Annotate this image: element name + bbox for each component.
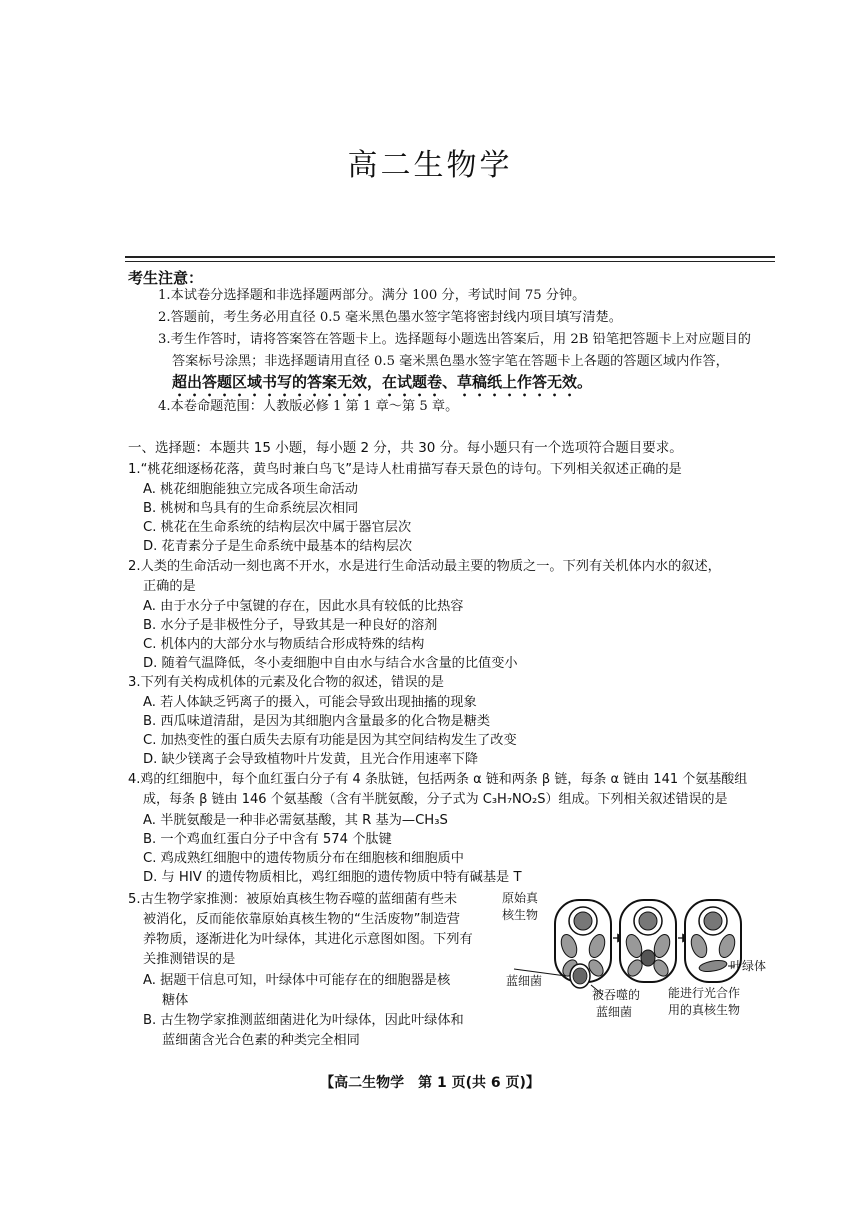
label-primitive-eukaryote-2: 核生物 [502,908,539,922]
label-engulfed-cyanobacteria-2: 蓝细菌 [596,1005,633,1019]
q3-stem: 3.下列有关构成机体的元素及化合物的叙述，错误的是 [128,675,444,690]
q1-option-d: D. 花青素分子是生命系统中最基本的结构层次 [143,539,413,554]
q2-option-b: B. 水分子是非极性分子，导致其是一种良好的溶剂 [143,618,438,633]
q4-option-c: C. 鸡成熟红细胞中的遗传物质分布在细胞核和细胞质中 [143,851,464,866]
cyanobacterium-cell [570,964,590,988]
q5-option-a-line2: 糖体 [162,993,189,1008]
q4-stem-line1: 4.鸡的红细胞中，每个血红蛋白分子有 4 条肽链，包括两条 α 链和两条 β 链，每条 α 链由 141 个氨基酸组 [128,772,748,787]
q5-option-b-line1: B. 古生物学家推测蓝细菌进化为叶绿体，因此叶绿体和 [143,1013,464,1028]
label-photosynthetic-eukaryote-2: 用的真核生物 [668,1003,741,1017]
q5-stem-line4: 关推测错误的是 [143,952,236,967]
page-footer: 【高二生物学 第 1 页(共 6 页)】 [320,1075,540,1091]
q2-stem-line2: 正确的是 [143,579,196,594]
q5-option-a-line1: A. 据题干信息可知，叶绿体中可能存在的细胞器是核 [143,973,451,988]
header-rule-thin [125,261,775,262]
notice-heading: 考生注意： [128,269,204,287]
page-title: 高二生物学 [347,148,513,183]
label-engulfed-cyanobacteria-1: 被吞噬的 [592,988,641,1002]
q3-option-b: B. 西瓜味道清甜，是因为其细胞内含量最多的化合物是糖类 [143,714,491,729]
q1-option-a: A. 桃花细胞能独立完成各项生命活动 [143,482,358,497]
notice-item-2: 2.答题前，考生务必用直径 0.5 毫米黑色墨水签字笔将密封线内项目填写清楚。 [158,310,622,325]
q3-option-a: A. 若人体缺乏钙离子的摄入，可能会导致出现抽搐的现象 [143,695,477,710]
q4-option-d: D. 与 HIV 的遗传物质相比，鸡红细胞的遗传物质中特有碱基是 T [143,870,522,885]
q3-option-d: D. 缺少镁离子会导致植物叶片发黄，且光合作用速率下降 [143,752,479,767]
q2-option-d: D. 随着气温降低，冬小麦细胞中自由水与结合水含量的比值变小 [143,656,518,671]
notice-item-1: 1.本试卷分选择题和非选择题两部分。满分 100 分，考试时间 75 分钟。 [158,288,586,303]
label-photosynthetic-eukaryote-1: 能进行光合作 [668,986,741,1000]
label-chloroplast: 叶绿体 [730,959,767,973]
q4-option-a: A. 半胱氨酸是一种非必需氨基酸，其 R 基为—CH₃S [143,813,448,828]
label-cyanobacteria: 蓝细菌 [506,974,543,988]
section-heading: 一、选择题：本题共 15 小题，每小题 2 分，共 30 分。每小题只有一个选项符合题目要求。 [128,440,683,456]
notice-item-4: 4.本卷命题范围：人教版必修 1 第 1 章～第 5 章。 [158,399,459,414]
q4-stem-line2: 成，每条 β 链由 146 个氨基酸（含有半胱氨酸，分子式为 C₃H₇NO₂S）组成。下列相关叙述错误的是 [143,792,728,807]
notice-item-3-cont: 答案标号涂黑；非选择题请用直径 0.5 毫米黑色墨水签字笔在答题卡上各题的答题区域内作答， [172,354,729,369]
chloroplast-evolution-diagram [500,888,775,1023]
q1-option-c: C. 桃花在生命系统的结构层次中属于器官层次 [143,520,412,535]
q2-option-c: C. 机体内的大部分水与物质结合形成特殊的结构 [143,637,425,652]
q3-option-c: C. 加热变性的蛋白质失去原有功能是因为其空间结构发生了改变 [143,733,517,748]
q1-stem: 1.“桃花细逐杨花落，黄鸟时兼白鸟飞”是诗人杜甫描写春天景色的诗句。下列相关叙述正确的是 [128,462,682,477]
q5-stem-line2: 被消化，反而能依靠原始真核生物的“生活废物”制造营 [143,912,460,927]
q4-option-b: B. 一个鸡血红蛋白分子中含有 574 个肽键 [143,832,392,847]
q5-option-b-line2: 蓝细菌含光合色素的种类完全相同 [162,1033,360,1048]
header-rule-thick [125,256,775,258]
q1-option-b: B. 桃树和鸟具有的生命系统层次相同 [143,501,359,516]
label-primitive-eukaryote-1: 原始真 [502,891,539,905]
q2-option-a: A. 由于水分子中氢键的存在，因此水具有较低的比热容 [143,599,464,614]
cell-with-engulfed-cyanobacterium [620,900,676,982]
notice-item-3: 3.考生作答时，请将答案答在答题卡上。选择题每小题选出答案后，用 2B 铅笔把答题卡上对应题目的 [158,332,751,347]
q5-stem-line3: 养物质，逐渐进化为叶绿体，其进化示意图如图。下列有 [143,932,473,947]
notice-item-3-emphasis: 超出答题区域书写的答案无效，在试题卷、草稿纸上作答无效。 [172,373,593,391]
q5-stem-line1: 5.古生物学家推测：被原始真核生物吞噬的蓝细菌有些未 [128,892,458,907]
q2-stem-line1: 2.人类的生命活动一刻也离不开水，水是进行生命活动最主要的物质之一。下列有关机体内水的叙述， [128,559,721,574]
